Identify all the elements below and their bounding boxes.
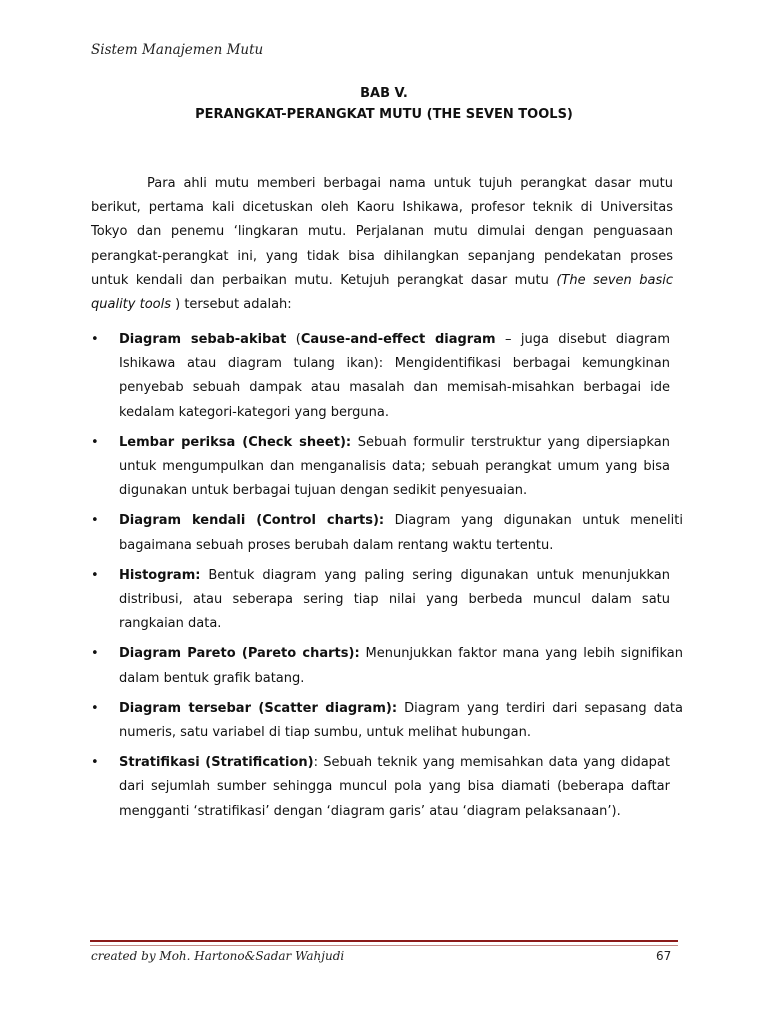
bullet-icon: • [91,332,99,347]
footer-rule [90,940,678,942]
tool-description: Diagram yang digunakan untuk meneliti bagaimana sebuah proses berubah dalam rentang waktu tertentu. [119,513,683,553]
list-item [91,751,670,824]
intro-text: Para ahli mutu memberi berbagai nama untuk tujuh perangkat dasar mutu berikut, pertama kali dicetuskan oleh Kaoru Ishikawa, profesor teknik di Universitas Tokyo dan penemu ‘lingkaran mutu. Perjalanan mutu dimulai dengan penguasaan perangkat-perangkat ini, yang tidak bisa dihilangkan sepanjang pendekatan proses untuk kendali dan perbaikan mutu. Ketujuh perangkat dasar mutu [91,176,673,288]
tool-description: : Sebuah teknik yang memisahkan data yang didapat dari sejumlah sumber sehingga muncul pola yang bisa diamati (beberapa daftar mengganti ‘stratifikasi’ dengan ‘diagram garis’ atau ‘diagram pelaksanaan’). [119,755,670,819]
tool-term: Histogram: [119,567,201,583]
list-item [91,328,670,425]
running-header: Sistem Manajemen Mutu [91,42,264,58]
tool-term: Stratifikasi (Stratification) [119,755,314,771]
tool-term: Diagram kendali (Control charts): [119,513,385,529]
intro-text-end: ) tersebut adalah: [171,297,292,313]
seven-tools-list [91,328,683,830]
bullet-icon: • [91,646,99,662]
bullet-icon: • [91,434,99,450]
list-item [91,642,683,690]
bullet-icon: • [91,567,99,583]
tool-term-separator: ( [286,332,301,347]
tool-term: Diagram Pareto (Pareto charts): [119,646,360,662]
list-item [91,697,683,745]
tool-term: Diagram sebab-akibat [119,332,287,347]
page-number: 67 [656,949,672,963]
bullet-icon: • [91,700,99,716]
footer-author: created by Moh. Hartono&Sadar Wahjudi [91,949,345,963]
bullet-icon: • [91,755,99,771]
footer-rule-thin [90,945,678,946]
bullet-icon: • [91,513,99,529]
tool-description: Bentuk diagram yang paling sering digunakan untuk menunjukkan distribusi, atau seberapa sering tiap nilai yang berbeda muncul dalam satu rangkaian data. [119,567,670,632]
list-item [91,431,670,504]
tool-description: – juga disebut diagram Ishikawa atau diagram tulang ikan): Mengidentifikasi berbagai kemungkinan penyebab sebuah dampak atau masalah dan memisah-misahkan berbagai ide kedalam kategori-kategori yang berguna. [119,332,670,420]
tool-description: Diagram yang terdiri dari sepasang data numeris, satu variabel di tiap sumbu, untuk melihat hubungan. [119,700,683,741]
intro-paragraph [91,172,673,317]
tool-term: Lembar periksa (Check sheet): [119,434,352,450]
chapter-number: BAB V. [360,86,408,101]
tool-term-english: Cause-and-effect diagram [300,332,496,347]
list-item [91,564,670,637]
tool-description: Sebuah formulir terstruktur yang dipersiapkan untuk mengumpulkan dan menganalisis data; sebuah perangkat umum yang bisa digunakan untuk berbagai tujuan dengan sedikit penyesuaian. [119,434,670,499]
list-item [91,509,683,557]
intro-italic-phrase: (The seven basic quality tools [91,272,674,313]
tool-description: Menunjukkan faktor mana yang lebih signifikan dalam bentuk grafik batang. [119,646,683,686]
tool-term: Diagram tersebar (Scatter diagram): [119,700,398,716]
chapter-title: PERANGKAT-PERANGKAT MUTU (THE SEVEN TOOLS) [195,107,573,122]
